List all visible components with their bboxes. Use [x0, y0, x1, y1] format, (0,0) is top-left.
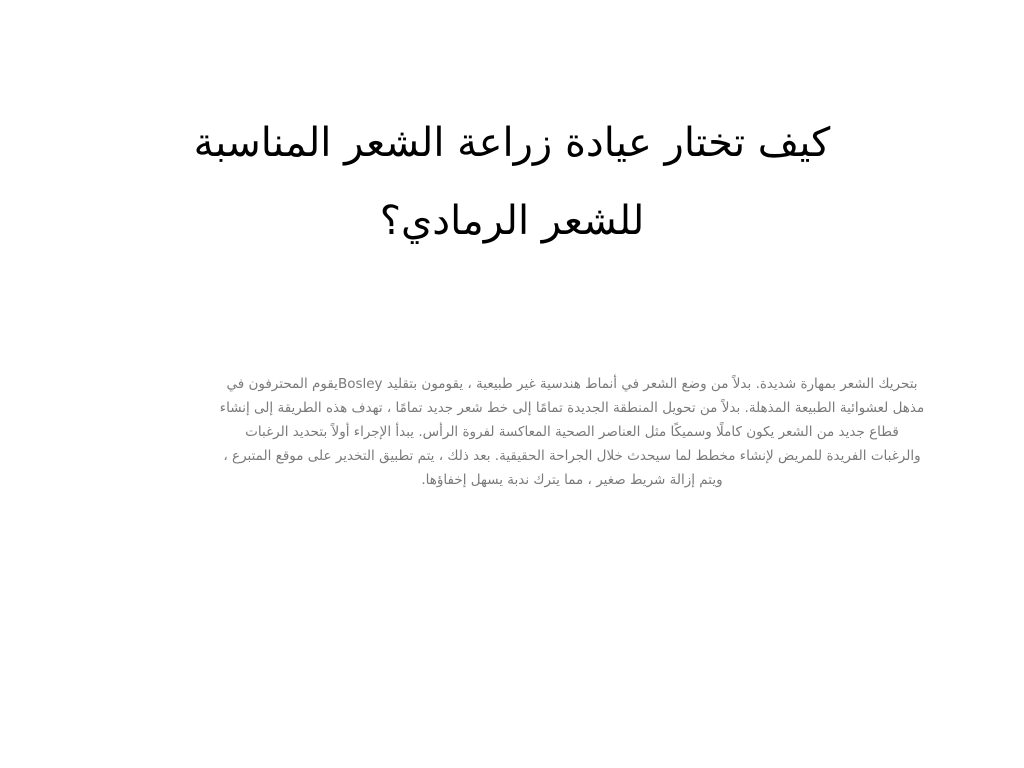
body-line-2: مذهل لعشوائية الطبيعة المذهلة. بدلاً من تحويل المنطقة الجديدة تمامًا إلى خط شعر جديد تمامًا ، تهدف هذه الطريقة إلى إنشاء: [219, 400, 925, 416]
body-line-5: ويتم إزالة شريط صغير ، مما يترك ندبة يسهل إخفاؤها.: [421, 472, 723, 488]
body-line-3: قطاع جديد من الشعر يكون كاملًا وسميكًا مثل العناصر الصحية المعاكسة لفروة الرأس. يبدأ الإجراء أولاً بتحديد الرغبات: [245, 424, 899, 440]
slide-title-line-1: كيف تختار عيادة زراعة الشعر المناسبة: [193, 120, 831, 166]
body-line-1: بتحريك الشعر بمهارة شديدة. بدلاً من وضع الشعر في أنماط هندسية غير طبيعية ، يقومون بتقليد Bosleyيقوم المحترفون في: [226, 376, 918, 392]
body-line-4: والرغبات الفريدة للمريض لإنشاء مخطط لما سيحدث خلال الجراحة الحقيقية. بعد ذلك ، يتم تطبيق التخدير على موقع المتبرع ،: [223, 448, 921, 464]
slide-title-line-2: للشعر الرمادي؟: [379, 198, 645, 244]
slide-title: [90, 104, 934, 260]
slide-body-text: [170, 372, 974, 492]
